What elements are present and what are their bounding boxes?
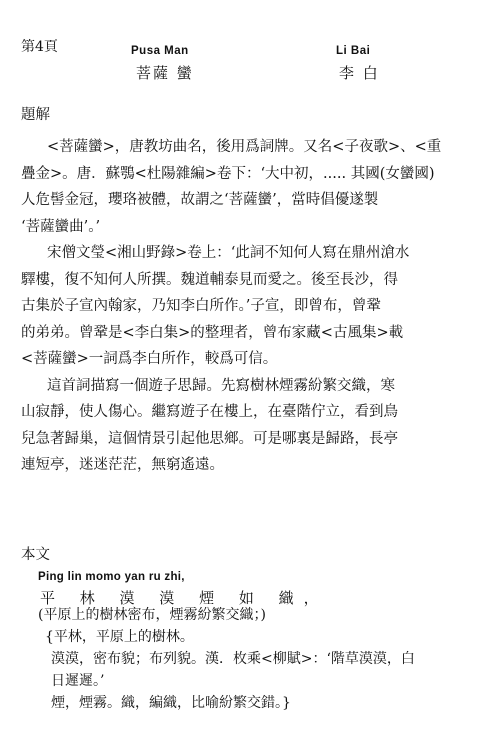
text-line: <菩薩蠻>，唐教坊曲名，後用爲詞牌。又名<子夜歌>、<重 bbox=[47, 139, 442, 155]
text-line: 兒急著歸巢，這個情景引起他思鄉。可是哪裏是歸路，長亭 bbox=[21, 430, 398, 447]
title-pinyin: Pusa Man bbox=[131, 45, 189, 57]
text-line: 宋僧文瑩<湘山野錄>卷上：‘此詞不知何人寫在鼎州滄水 bbox=[47, 245, 410, 261]
verse-chinese: 平 林 漠 漠 煙 如 織， bbox=[40, 589, 329, 607]
text-line: 山寂靜，使人傷心。繼寫遊子在樓上，在臺階佇立，看到鳥 bbox=[21, 404, 398, 420]
note-line: {平林，平原上的樹林。 bbox=[45, 629, 194, 645]
verse-translation: (平原上的樹林密布，煙霧紛繁交織；) bbox=[38, 607, 266, 623]
section-heading-text: 本文 bbox=[21, 547, 50, 563]
page-number: 第4頁 bbox=[21, 39, 58, 55]
text-line: 疊金>。唐．蘇鶚<杜陽雜編>卷下：‘大中初，..... 其國(女蠻國) bbox=[21, 165, 435, 182]
paragraph-1 bbox=[21, 134, 441, 240]
note-line: 日遲遲。’ bbox=[51, 673, 105, 689]
text-line: ‘菩薩蠻曲’。’ bbox=[21, 218, 101, 235]
title-chinese: 菩薩 蠻 bbox=[136, 64, 194, 82]
text-line: 的弟弟。曾鞏是<李白集>的整理者，曾布家藏<古風集>載 bbox=[21, 324, 404, 341]
paragraph-2 bbox=[21, 240, 441, 373]
text-line: <菩薩蠻>一詞爲李白所作，較爲可信。 bbox=[21, 351, 278, 367]
note-line: 煙，煙霧。織，編織，比喻紛繁交錯。} bbox=[51, 695, 291, 711]
verse-pinyin: Ping lin momo yan ru zhi, bbox=[38, 571, 185, 583]
author-pinyin: Li Bai bbox=[336, 45, 371, 57]
paragraph-3 bbox=[21, 373, 441, 479]
interpretation-paragraphs bbox=[21, 134, 441, 479]
verse-notes bbox=[45, 626, 415, 714]
author-chinese: 李 白 bbox=[339, 64, 380, 82]
text-line: 古集於子宣內翰家，乃知李白所作。’子宣，即曾布，曾鞏 bbox=[21, 298, 381, 314]
note-line: 漠漠，密布貌；布列貌。漢．枚乘<柳賦>：‘階草漠漠，白 bbox=[51, 651, 415, 667]
text-line: 連短亭，迷迷茫茫，無窮遙遠。 bbox=[21, 457, 224, 473]
text-line: 人危髻金冠，瓔珞被體，故謂之‘菩薩蠻’，當時倡優遂製 bbox=[21, 192, 379, 208]
text-line: 驛樓，復不知何人所撰。魏道輔泰見而愛之。後至長沙，得 bbox=[21, 271, 398, 288]
text-line: 這首詞描寫一個遊子思歸。先寫樹林煙霧紛繁交織，寒 bbox=[47, 377, 395, 394]
section-heading-interpretation: 題解 bbox=[21, 107, 50, 123]
